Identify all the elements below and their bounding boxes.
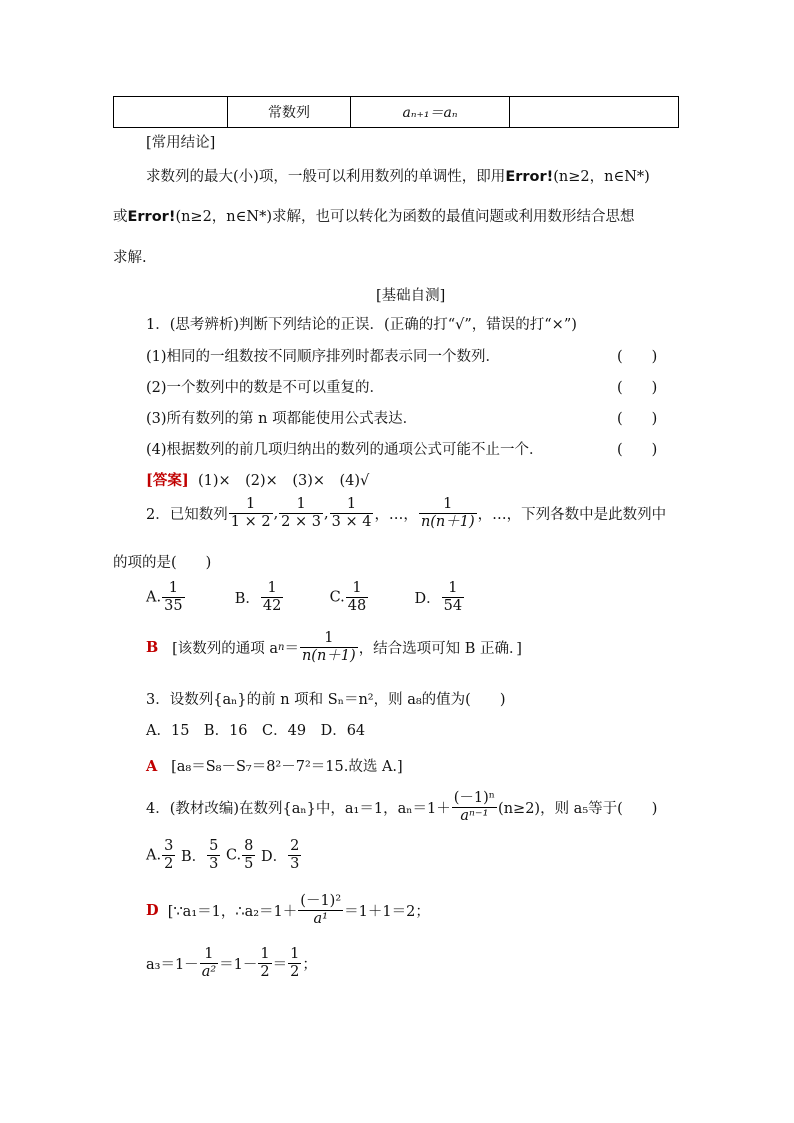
table-cell-empty [114,97,228,128]
q2-stem: 2．已知数列 $\frac{1}{1 \times 2}$ , $\frac{1}{2 \times 3}$ , $\frac{1}{3 \times 4}$ ，…， $\frac{1}{n(n+1)}$ ，…，下列各数中是此数列中 [146,496,667,530]
q4-text: 4．(教材改编)在数列{aₙ}中，a₁＝1，aₙ＝1＋ [146,801,451,817]
q1-stem: 1．(思考辨析)判断下列结论的正误．(正确的打“√”，错误的打“×”) [146,317,577,333]
option-label: C. [225,847,242,864]
denominator: 48 [347,598,367,614]
numerator: 1 [442,580,464,598]
answer-letter: B [146,639,159,656]
numerator: 1 [200,946,218,964]
denominator: a² [201,964,217,980]
option-d [288,838,301,873]
q2-stem-cont: 的项的是( ) [113,555,212,571]
q1-item-1: (1)相同的一组数按不同顺序排列时都表示同一个数列． [146,349,501,365]
comparison-table [113,96,679,128]
option-label: D． [260,849,288,865]
option-label: B． [234,591,260,607]
answer-text: (1)× (2)× (3)× (4)√ [197,473,370,489]
numerator: 1 [261,580,283,598]
option-label: A. [146,847,162,864]
fraction [258,946,271,981]
error-field: Error! [505,169,554,185]
q3-options: A．15 B．16 C．49 D．64 [146,723,366,739]
denominator: 3 [209,856,219,872]
answer-letter: A [146,758,158,775]
denominator: n(n＋1) [301,648,356,664]
denominator: 42 [262,598,282,614]
denominator: 54 [443,598,463,614]
denominator: n(n＋1) [420,514,475,530]
option-b [207,838,220,873]
denominator: 3 × 4 [331,514,372,530]
conclusion-line-2 [113,205,634,226]
denominator: 2 [290,964,300,980]
q1-bracket-2: ( ) [617,380,658,396]
q2-options [146,580,465,615]
fraction [419,496,477,531]
numerator: 1 [290,946,300,962]
exp-text: ＝ [272,957,288,973]
conclusion-line-1 [146,165,650,186]
subscript: n [278,642,285,653]
q1-bracket-1: ( ) [617,349,658,365]
q4-stem [146,790,657,825]
option-label: D． [414,591,441,607]
option-c [242,838,255,873]
q4-text: (n≥2)，则 a₅等于( ) [498,801,658,817]
option-a [162,838,175,873]
numerator: 3 [164,838,174,854]
section-title: [基础自测] [376,288,446,304]
numerator: (－1)ⁿ [453,790,496,806]
table-cell-empty [510,97,679,128]
q2-text: ，…， [374,507,418,523]
q1-item-2: (2)一个数列中的数是不可以重复的． [146,380,385,396]
fraction [229,496,273,531]
conclusion-cond: (n≥2，n∈N*) [553,169,650,185]
exp-text: [∵a₁＝1，∴a₂＝1＋ [167,904,298,920]
fraction [300,630,358,665]
q3-stem: 3．设数列{aₙ}的前 n 项和 Sₙ＝n²，则 a₈的值为( ) [146,692,506,708]
denominator: 3 [290,856,300,872]
fraction [200,946,218,981]
exp-text: ＝1－ [219,957,258,973]
error-field: Error! [127,209,176,225]
denominator: 2 × 3 [281,514,321,530]
numerator: 8 [244,838,254,854]
exp-text: ＝ [284,641,299,657]
exp-text: [该数列的通项 a [172,641,279,657]
conclusion-line-3: 求解. [113,250,147,266]
table-cell-formula: aₙ₊₁＝aₙ [351,97,510,128]
numerator: 1 [162,580,184,598]
denominator: 2 [164,856,174,872]
conclusion-text: (n≥2，n∈N*)求解，也可以转化为函数的最值问题或利用数形结合思想 [175,209,635,225]
denominator: 5 [244,856,254,872]
option-d [442,580,464,615]
fraction [330,496,374,531]
option-c [346,580,368,615]
exp-text: ； [302,957,317,973]
denominator: 1 × 2 [230,514,271,530]
q1-answer [146,469,369,490]
q1-bracket-3: ( ) [617,411,658,427]
q4-explanation-2 [146,946,317,981]
exp-text: ，结合选项可知 B 正确．] [358,641,522,657]
option-label: A. [146,589,162,606]
table-row [114,97,679,128]
fraction [279,496,323,531]
section-conclusion-heading: [常用结论] [146,135,216,151]
denominator: 35 [164,598,183,614]
table-cell-type: 常数列 [228,97,351,128]
numerator: 1 [346,580,368,598]
numerator: 1 [260,946,270,962]
q2-text: 2．已知数列 [146,507,228,523]
exp-text: a₃＝1－ [146,957,199,973]
answer-label: [答案] [146,472,189,489]
numerator: 5 [209,838,219,854]
q4-options [146,838,302,873]
q1-bracket-4: ( ) [617,442,658,458]
denominator: a¹ [313,911,328,927]
fraction [288,946,301,981]
fraction [452,790,497,825]
denominator: 2 [260,964,270,980]
option-b [261,580,283,615]
q4-explanation-1 [146,893,430,928]
answer-letter: D [146,902,159,919]
q1-item-3: (3)所有数列的第 n 项都能使用公式表达． [146,411,418,427]
denominator: aⁿ⁻¹ [460,808,489,824]
q2-explanation [146,630,522,665]
conclusion-text: 求数列的最大(小)项，一般可以利用数列的单调性，即用 [146,169,506,185]
numerator: 1 [279,496,323,514]
q1-item-4: (4)根据数列的前几项归纳出的数列的通项公式可能不止一个． [146,442,544,458]
numerator: (－1)² [300,893,342,909]
numerator: 1 [330,496,374,514]
q3-explanation [146,755,403,776]
numerator: 1 [229,496,273,514]
exp-text: ＝1＋1＝2； [344,904,430,920]
conclusion-text: 或 [113,209,128,225]
exp-text: [a₈＝S₈－S₇＝8²－7²＝15.故选 A.] [171,759,403,775]
numerator: 2 [290,838,300,854]
q2-text: ，…，下列各数中是此数列中 [477,507,667,523]
fraction [298,893,343,928]
option-label: B． [180,849,207,865]
option-a [162,580,184,615]
numerator: 1 [300,630,358,648]
numerator: 1 [419,496,477,514]
option-label: C. [329,589,345,606]
